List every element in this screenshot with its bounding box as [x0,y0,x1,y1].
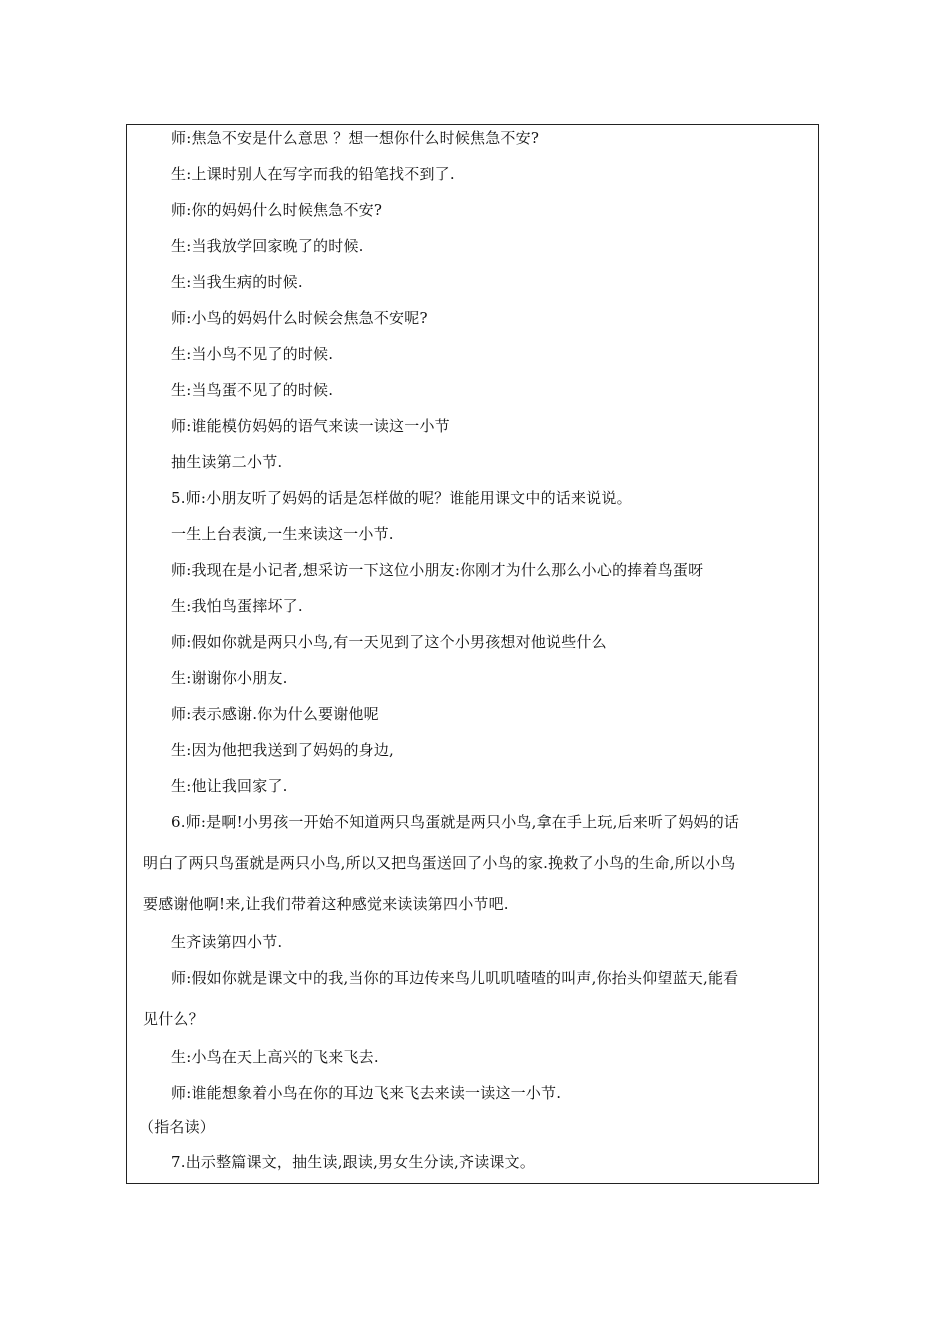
text-line: 师:小鸟的妈妈什么时候会焦急不安呢? [171,309,428,327]
text-line: 生齐读第四小节. [171,933,283,951]
text-line: 生:谢谢你小朋友. [171,669,288,687]
text-line: 师:焦急不安是什么意思 ？想一想你什么时候焦急不安? [171,129,540,147]
text-line: 要感谢他啊!来,让我们带着这种感觉来读读第四小节吧. [143,895,509,913]
text-line: 生:当鸟蛋不见了的时候. [171,381,334,399]
text-line: 生:当我生病的时候. [171,273,303,291]
text-line: 一生上台表演,一生来读这一小节. [171,525,394,543]
text-line: 生:当我放学回家晚了的时候. [171,237,364,255]
text-line: 生:因为他把我送到了妈妈的身边, [171,741,395,759]
text-line: 明白了两只鸟蛋就是两只小鸟,所以又把鸟蛋送回了小鸟的家.挽救了小鸟的生命,所以小鸟 [143,854,736,872]
text-line: 师:谁能模仿妈妈的语气来读一读这一小节 [171,417,450,435]
text-line: 生:我怕鸟蛋摔坏了. [171,597,303,615]
text-line: 7.出示整篇课文，抽生读,跟读,男女生分读,齐读课文。 [171,1153,536,1171]
text-line: 见什么？ [143,1010,204,1028]
text-line: 生:上课时别人在写字而我的铅笔找不到了. [171,165,455,183]
text-line: 师:假如你就是课文中的我,当你的耳边传来鸟儿叽叽喳喳的叫声,你抬头仰望蓝天,能看 [171,969,739,987]
text-line: 师:我现在是小记者,想采访一下这位小朋友:你刚才为什么那么小心的捧着鸟蛋呀 [171,561,704,579]
text-line: 5.师:小朋友听了妈妈的话是怎样做的呢？谁能用课文中的话来说说。 [171,489,632,507]
text-line: 生:当小鸟不见了的时候. [171,345,334,363]
text-line: 师:谁能想象着小鸟在你的耳边飞来飞去来读一读这一小节. [171,1084,562,1102]
text-line: 师:假如你就是两只小鸟,有一天见到了这个小男孩想对他说些什么 [171,633,607,651]
text-line: 师:表示感谢.你为什么要谢他呢 [171,705,379,723]
text-line: 6.师:是啊!小男孩一开始不知道两只鸟蛋就是两只小鸟,拿在手上玩,后来听了妈妈的话 [171,813,740,831]
text-line: （指名读） [139,1118,216,1136]
text-line: 生:小鸟在天上高兴的飞来飞去. [171,1048,379,1066]
text-line: 生:他让我回家了. [171,777,288,795]
lesson-transcript-box [126,124,819,1184]
text-line: 师:你的妈妈什么时候焦急不安? [171,201,383,219]
text-line: 抽生读第二小节. [171,453,283,471]
